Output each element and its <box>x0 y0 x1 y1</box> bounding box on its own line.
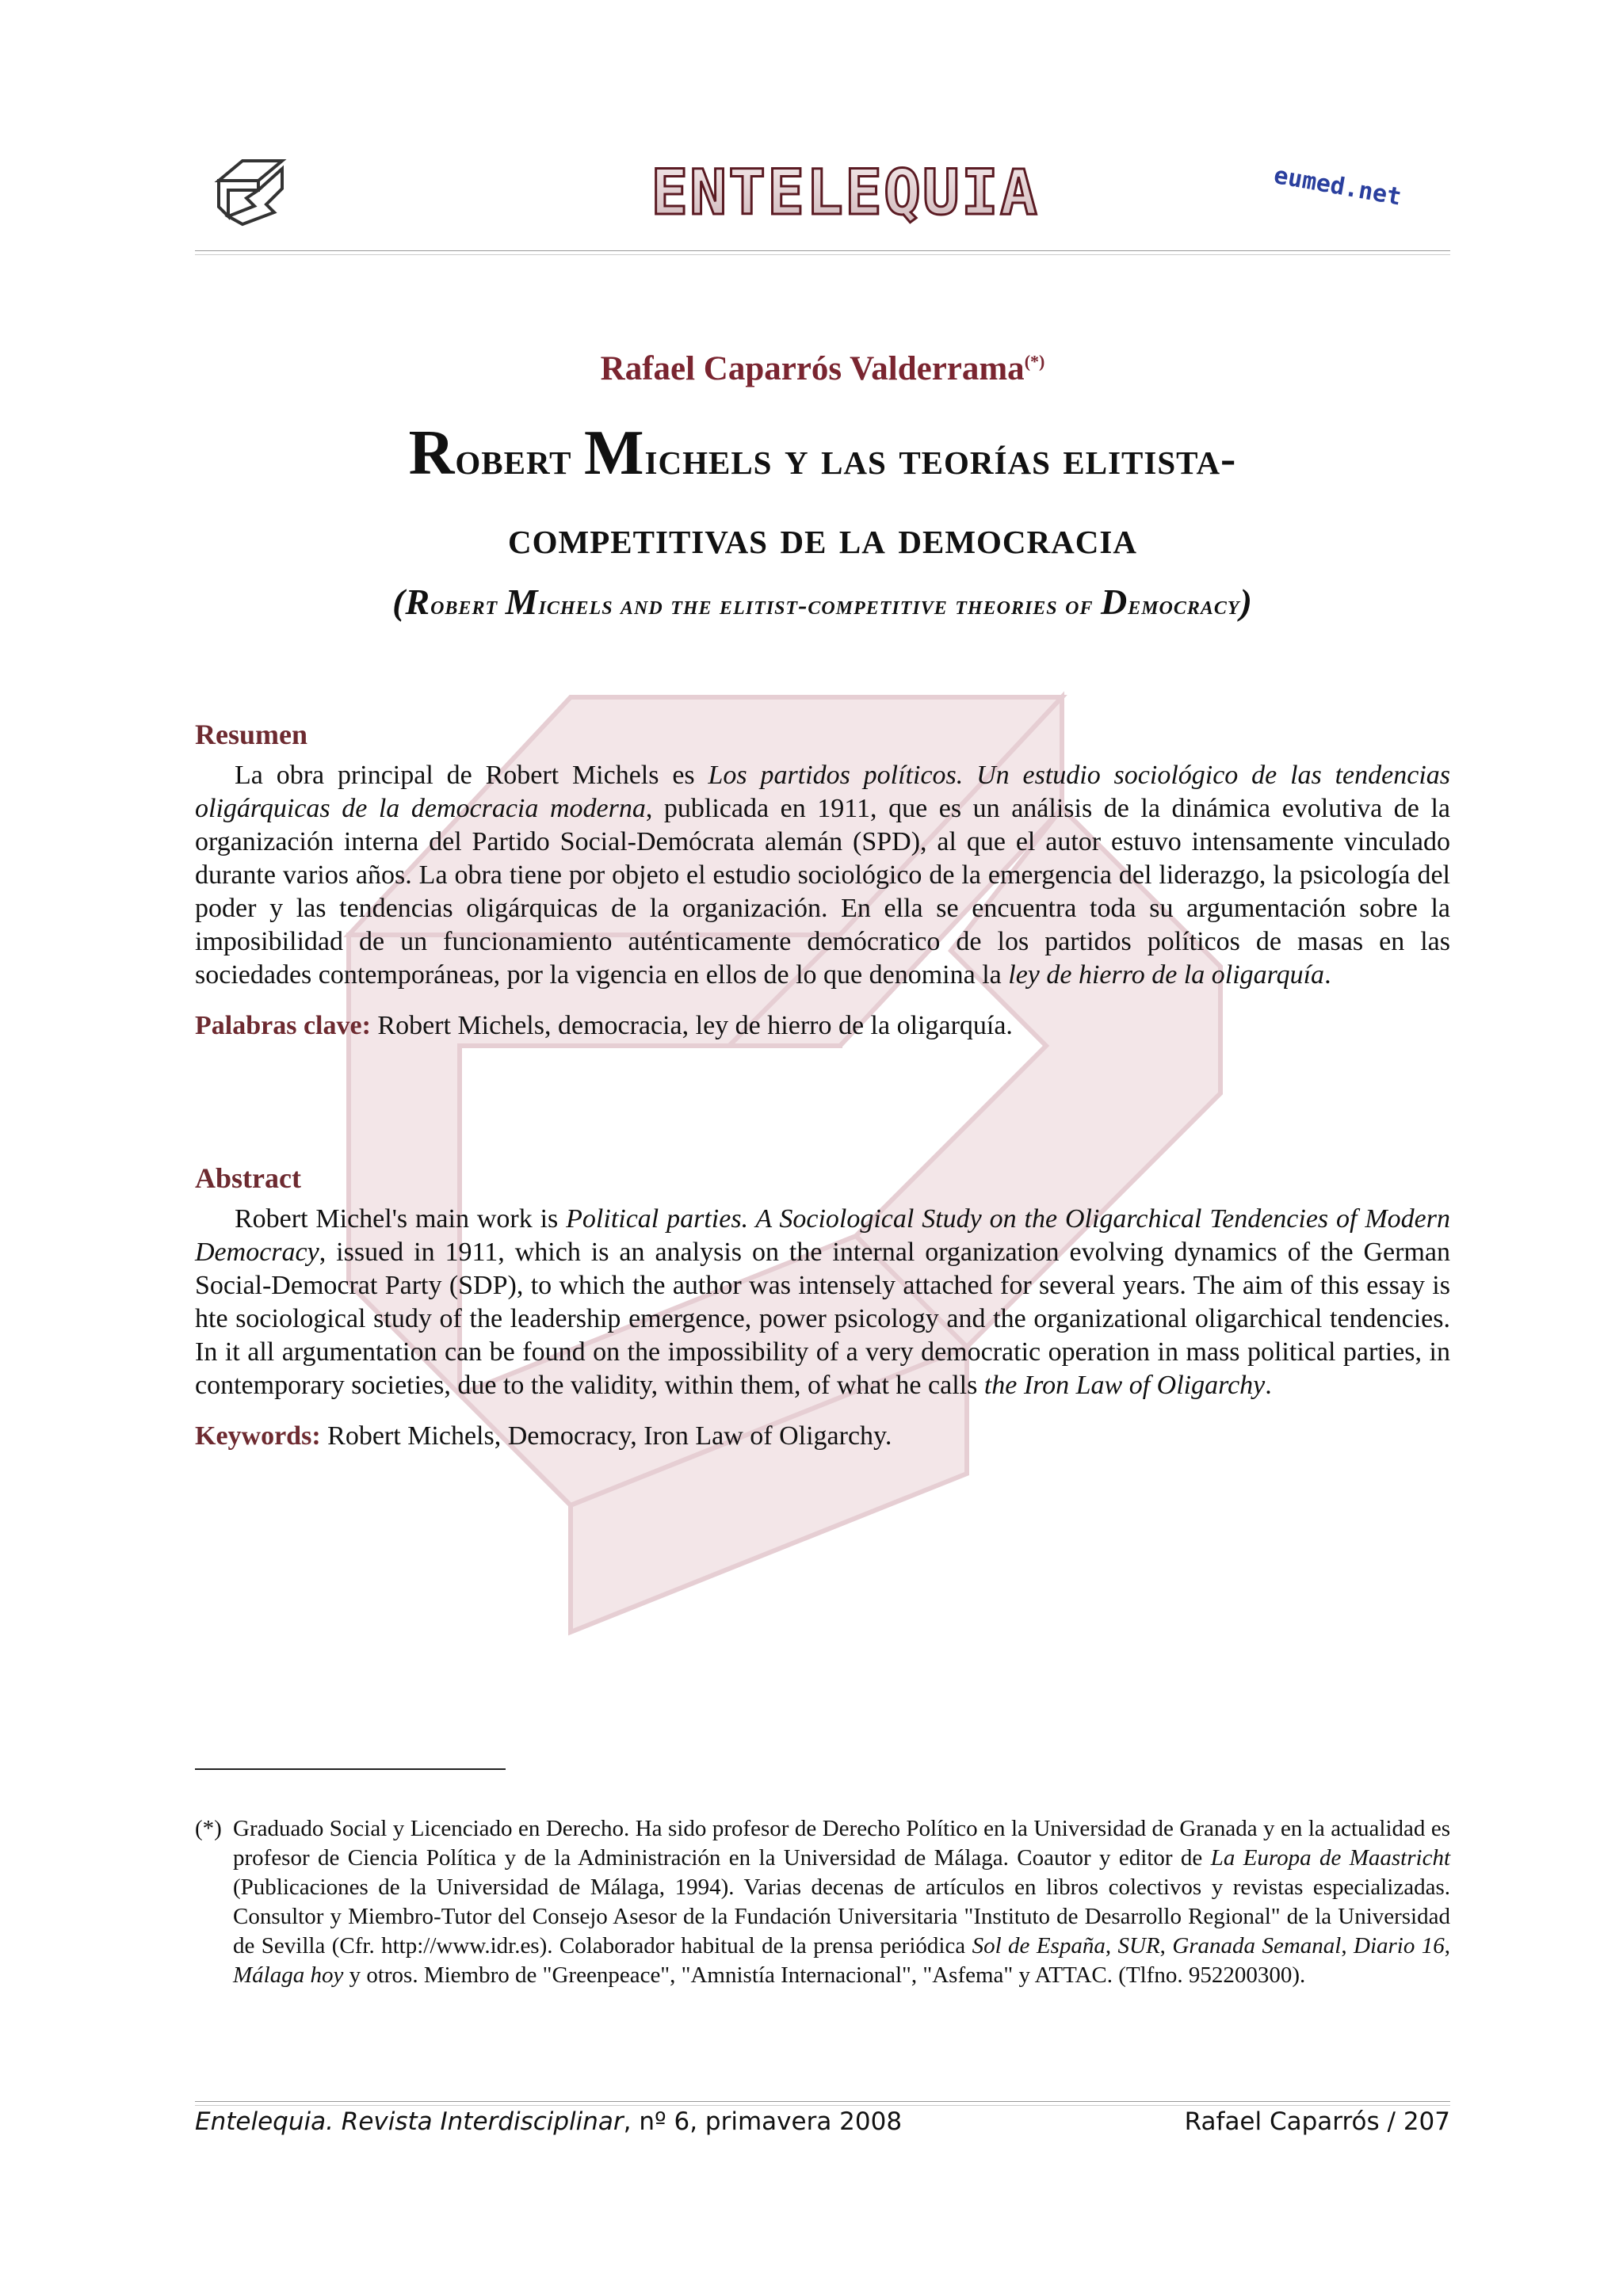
resumen-heading: Resumen <box>195 719 307 751</box>
page-header <box>195 151 1450 254</box>
entelequia-emblem-icon <box>211 157 290 228</box>
title-line-2: competitivas de la democracia <box>508 511 1137 563</box>
eumed-logo <box>1265 158 1447 222</box>
journal-citation: Entelequia. Revista Interdisciplinar, nº 6, primavera 2008 <box>195 2107 903 2136</box>
footer-rule <box>195 2101 1450 2106</box>
eumed-logo-text: eumed.net <box>1271 161 1403 212</box>
article-title: Robert Michels y las teorías elitista- competitivas de la democracia <box>408 418 1237 563</box>
palabras-clave: Palabras clave: Robert Michels, democracia, ley de hierro de la oligarquía. <box>195 1011 1013 1041</box>
abstract-paragraph: Robert Michel's main work is Political parties. A Sociological Study on the Oligarchical Tendencies of Modern Democracy, issued in 1911, which is an analysis on the internal organization evolving dynamics of the German Social-Democrat Party (SDP), to which the author was intensely attached for several years. The aim of this essay is hte sociological study of the leadership emergence, power psicology and the organizational oligarchical tendencies. In it all argumentation can be found on the impossibility of a very democratic operation in mass political parties, in contemporary societies, due to the validity, within them, of what he calls the Iron Law of Oligarchy. <box>195 1204 1450 1401</box>
footnote-mark: (*) <box>195 1816 222 1841</box>
header-rule <box>195 250 1450 255</box>
author-name: Rafael Caparrós Valderrama(*) <box>600 350 1045 387</box>
article-subtitle: (Robert Michels and the elitist-competitive theories of Democracy) <box>392 582 1253 623</box>
abstract-heading: Abstract <box>195 1162 301 1195</box>
keywords: Keywords: Robert Michels, Democracy, Iron Law of Oligarchy. <box>195 1421 892 1451</box>
entelequia-logo <box>651 151 1039 230</box>
resumen-paragraph: La obra principal de Robert Michels es Los partidos políticos. Un estudio sociológico de las tendencias oligárquicas de la democracia moderna, publicada en 1911, que es un análisis de la dinámica evolutiva de la organización interna del Partido Social-Demócrata alemán (SPD), al que el autor estuvo intensamente vinculado durante varios años. La obra tiene por objeto el estudio sociológico de la emergencia del liderazgo, la psicología del poder y las tendencias oligárquicas de la organización. En ella se encuentra toda su argumentación sobre la imposibilidad de un funcionamiento auténticamente demócratico de los partidos políticos de masas en las sociedades contemporáneas, por la vigencia en ellos de lo que denomina la ley de hierro de la oligarquía. <box>195 761 1450 990</box>
footnote-rule <box>195 1768 506 1770</box>
author-note-mark: (*) <box>1024 351 1045 372</box>
footnote-text: Graduado Social y Licenciado en Derecho. Ha sido profesor de Derecho Político en la Universidad de Granada y en la actualidad es profesor de Ciencia Política y de la Administración en la Universidad de Málaga. Coautor y editor de La Europa de Maastricht (Publicaciones de la Universidad de Málaga, 1994). Varias decenas de artículos en libros colectivos y revistas especializadas. Consultor y Miembro-Tutor del Consejo Asesor de la Fundación Universitaria "Instituto de Desarrollo Regional" de la Universidad de Sevilla (Cfr. http://www.idr.es). Colaborador habitual de la prensa periódica Sol de España, SUR, Granada Semanal, Diario 16, Málaga hoy y otros. Miembro de "Greenpeace", "Amnistía Internacional", "Asfema" y ATTAC. (Tlfno. 952200300). <box>233 1816 1450 1988</box>
author-footnote <box>195 1814 1450 1990</box>
page-info: Rafael Caparrós / 207 <box>1184 2107 1450 2136</box>
entelequia-logo-text: ENTELEQUIA <box>651 158 1039 229</box>
article-content <box>195 349 1450 1453</box>
